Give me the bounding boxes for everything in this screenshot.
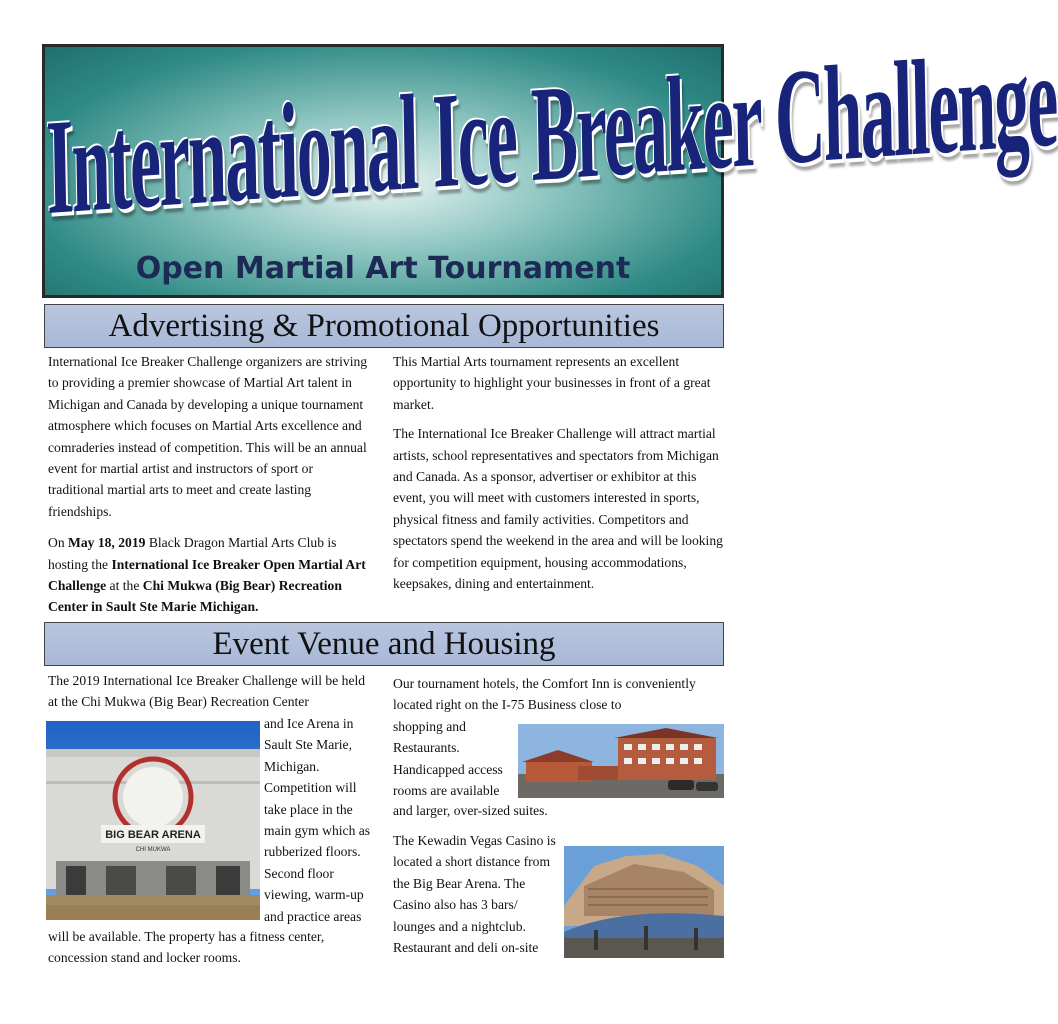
casino-text: The Kewadin Vegas Casino is located a short distance from the Big Bear Arena. The Casino also has 3 bars/ lounges and a nightclub. Restaurant and deli on-site bbox=[393, 833, 556, 956]
event-date: May 18, 2019 bbox=[68, 535, 146, 551]
section-heading-advertising: Advertising & Promotional Opportunities bbox=[44, 304, 724, 348]
casino-illustration bbox=[564, 846, 724, 958]
event-location: Chi Mukwa (Big Bear) Recreation Center in Sault Ste Marie Michigan. bbox=[48, 578, 342, 615]
banner-subtitle: Open Martial Art Tournament bbox=[135, 251, 631, 286]
arena-sign-sub: CHI MUKWA bbox=[135, 847, 171, 853]
hotel-text-bottom: and larger, over-sized suites. bbox=[393, 803, 548, 818]
market-paragraph: This Martial Arts tournament represents an excellent opportunity to highlight your businesses in front of a great market. bbox=[393, 354, 711, 412]
banner-title: International Ice Breaker Challenge bbox=[45, 25, 1058, 245]
sponsor-paragraph: The International Ice Breaker Challenge will attract martial artists, school representatives and spectators from Michigan and Canada. As a sponsor, advertiser or exhibitor at this event, you will meet with customers interested in sports, physical fitness and family activities. Competitors and spectators spend the weekend in the area and will be looking for competition equipment, housing accommodations, keepsakes, dining and entertainment. bbox=[393, 426, 723, 592]
hotel-photo bbox=[518, 724, 724, 798]
section-heading-venue: Event Venue and Housing bbox=[44, 622, 724, 666]
arena-photo bbox=[46, 721, 260, 920]
hotel-illustration bbox=[518, 724, 724, 798]
advertising-right-column bbox=[393, 351, 723, 594]
title-banner bbox=[42, 25, 1058, 298]
event-text-3: at the bbox=[106, 578, 143, 594]
intro-paragraph: International Ice Breaker Challenge organizers are striving to providing a premier showcase of Martial Art talent in Michigan and Canada by developing a unique tournament atmosphere which focuses on Martial Arts excellence and comraderies instead of competition. This will be an annual event for martial artist and instructors of sport or traditional martial arts to meet and create lasting friendships. bbox=[48, 354, 368, 519]
event-text-2: Black Dragon Martial Arts Club is hosting the bbox=[48, 535, 337, 572]
event-text-1: On bbox=[48, 535, 69, 551]
venue-text-side: and Ice Arena in Sault Ste Marie, Michigan. Competition will take place in the main gym which as rubberized floors. Second floor viewing, warm-up and practice areas bbox=[264, 716, 371, 924]
arena-sign: BIG BEAR ARENA bbox=[105, 829, 201, 841]
venue-text-bottom: will be available. The property has a fitness center, concession stand and locker rooms. bbox=[48, 929, 325, 966]
hotel-text-top: Our tournament hotels, the Comfort Inn is conveniently located right on the I-75 Business close to bbox=[393, 676, 696, 713]
casino-photo bbox=[564, 846, 724, 958]
event-details-paragraph bbox=[48, 532, 372, 618]
advertising-left-column bbox=[48, 351, 372, 618]
event-name: International Ice Breaker Open Martial Art Challenge bbox=[48, 556, 366, 594]
arena-illustration bbox=[46, 721, 260, 920]
hotel-text-side: shopping and Restaurants. Handicapped access rooms are available bbox=[393, 719, 503, 799]
venue-text-top: The 2019 International Ice Breaker Challenge will be held at the Chi Mukwa (Big Bear) Recreation Center bbox=[48, 673, 366, 710]
